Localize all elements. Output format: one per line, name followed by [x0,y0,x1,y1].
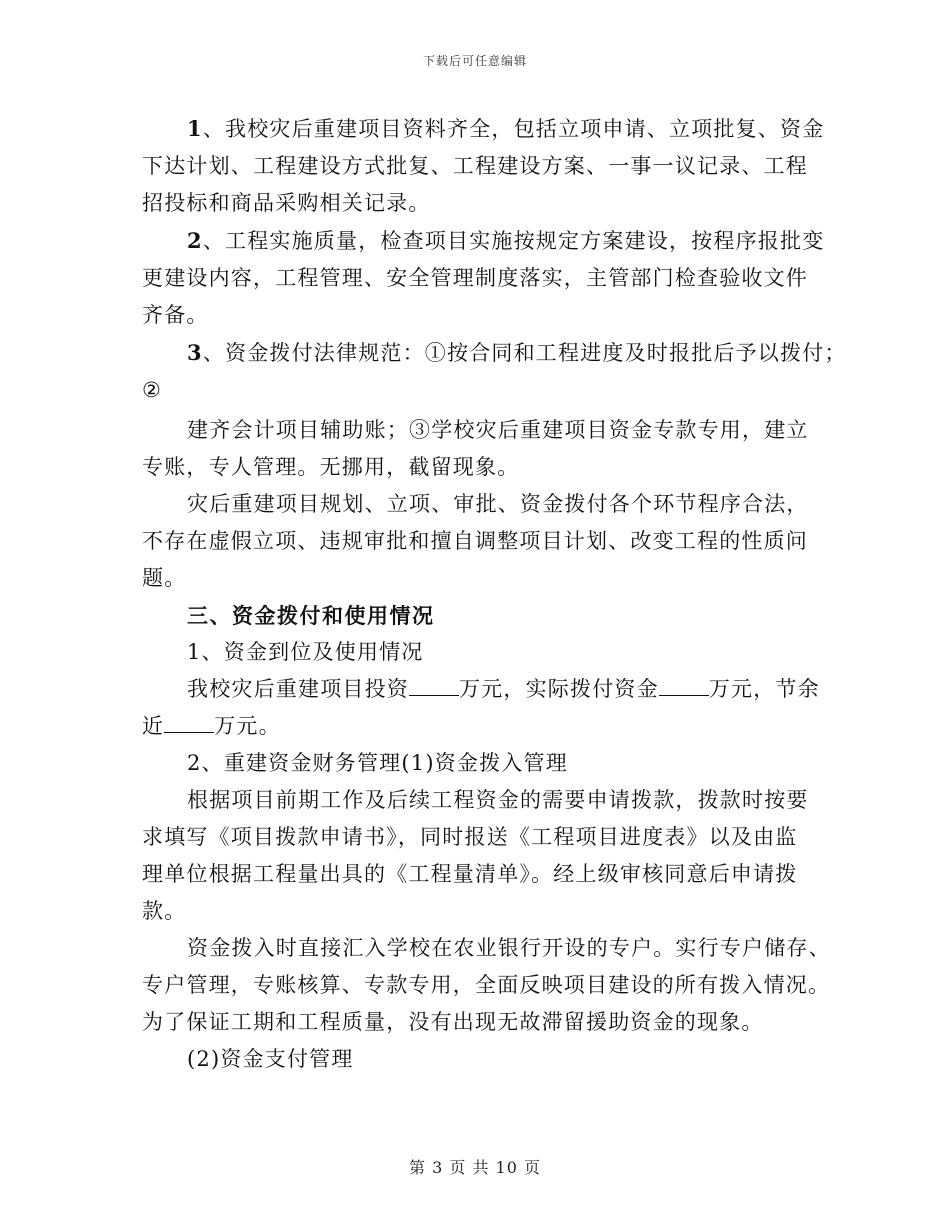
paragraph-1-line-2: 下达计划、工程建设方式批复、工程建设方案、一事一议记录、工程 [142,154,808,178]
header-note: 下载后可任意编辑 [422,54,527,68]
paragraph-2-line-3: 齐备。 [142,303,209,327]
paragraph-text: 万元。 [214,714,281,738]
paragraph-number: 3 [187,340,203,365]
paragraph-4-line-1: 建齐会计项目辅助账；③学校灾后重建项目资金专款专用，建立 [187,418,809,442]
paragraph-number: 2 [187,228,203,253]
page-number: 第 3 页 共 10 页 [409,1158,541,1177]
subsection-heading-3: (2)资金支付管理 [187,1047,354,1071]
paragraph-2-line-1 [142,222,825,260]
subsection-heading-1: 1、资金到位及使用情况 [187,640,424,664]
paragraph-4-line-2: 专账，专人管理。无挪用，截留现象。 [142,455,520,479]
document-body [142,110,847,1078]
paragraph-1-line-1 [142,110,825,148]
paragraph-text: 、工程实施质量，检查项目实施按规定方案建设，按程序报批变 [202,229,825,253]
paragraph-3-line-2: ② [142,378,163,402]
paragraph-text: 、资金拨付法律规范：①按合同和工程进度及时报批后予以拨付； [202,341,847,365]
blank-field [409,677,459,696]
subsection-heading-2: 2、重建资金财务管理(1)资金拨入管理 [187,751,568,775]
section-heading: 三、资金拨付和使用情况 [187,603,435,628]
paragraph-text: 、我校灾后重建项目资料齐全，包括立项申请、立项批复、资金 [202,117,825,141]
paragraph-text: 近 [142,714,165,738]
paragraph-7-line-3: 理单位根据工程量出具的《工程量清单》。经上级审核同意后申请拨 [142,862,798,886]
paragraph-text: 我校灾后重建项目投资 [187,677,409,701]
paragraph-6-line-2 [142,708,812,745]
paragraph-3-line-1 [142,334,847,372]
paragraph-5-line-2: 不存在虚假立项、违规审批和擅自调整项目计划、改变工程的性质问 [142,529,808,553]
paragraph-number: 1 [187,116,203,141]
paragraph-1-line-3: 招投标和商品采购相关记录。 [142,191,431,215]
paragraph-8-line-2: 专户管理，专账核算、专款专用，全面反映项目建设的所有拨入情况。 [142,973,831,997]
paragraph-text: 万元，实际拨付资金 [459,677,659,701]
paragraph-7-line-4: 款。 [142,899,187,923]
paragraph-5-line-3: 题。 [142,566,187,590]
blank-field [164,714,214,733]
paragraph-6-line-1 [142,671,820,708]
paragraph-2-line-2: 更建设内容，工程管理、安全管理制度落实，主管部门检查验收文件 [142,266,808,290]
paragraph-5-line-1: 灾后重建项目规划、立项、审批、资金拨付各个环节程序合法， [187,492,809,516]
paragraph-7-line-2: 求填写《项目拨款申请书》，同时报送《工程项目进度表》以及由监 [142,825,798,849]
paragraph-7-line-1: 根据项目前期工作及后续工程资金的需要申请拨款，拨款时按要 [187,788,809,812]
paragraph-8-line-3: 为了保证工期和工程质量，没有出现无故滞留援助资金的现象。 [142,1010,764,1034]
paragraph-8-line-1: 资金拨入时直接汇入学校在农业银行开设的专户。实行专户储存、 [187,936,831,960]
blank-field [659,677,709,696]
paragraph-text: 万元，节余 [708,677,820,701]
